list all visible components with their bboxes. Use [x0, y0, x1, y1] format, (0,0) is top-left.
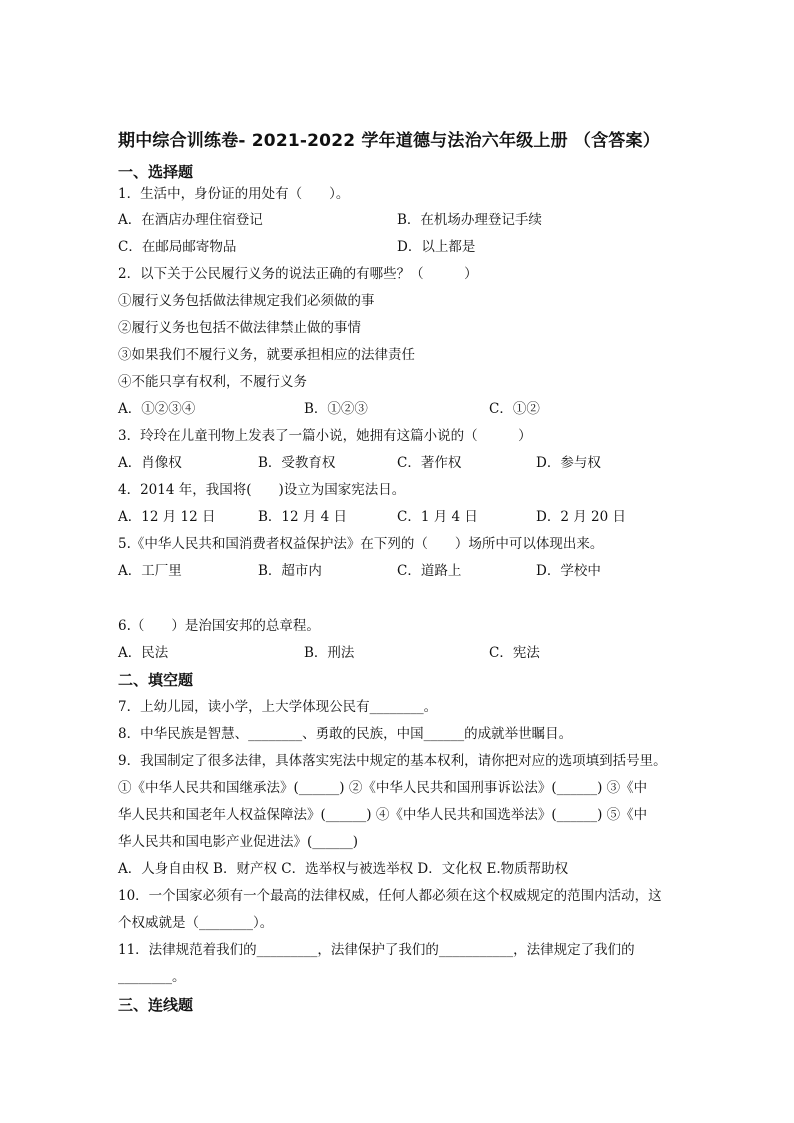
question-4-stem: 4．2014 年，我国将( )设立为国家宪法日。 [118, 482, 406, 498]
question-6-option-c: C．宪法 [489, 645, 540, 661]
question-9-options: A．人身自由权 B．财产权 C．选举权与被选举权 D．文化权 E.物质帮助权 [118, 861, 569, 877]
question-1-option-c: C．在邮局邮寄物品 [118, 239, 237, 255]
section-heading-choice: 一、选择题 [118, 163, 194, 181]
question-5-option-c: C．道路上 [397, 563, 462, 579]
question-3-stem: 3．玲玲在儿童刊物上发表了一篇小说，她拥有这篇小说的（ ） [118, 428, 532, 444]
question-4-option-b: B．12 月 4 日 [258, 509, 348, 525]
question-2-statement-1: ①履行义务包括做法律规定我们必须做的事 [118, 293, 375, 309]
question-2-option-a: A．①②③④ [118, 401, 196, 417]
question-2-statement-2: ②履行义务也包括不做法律禁止做的事情 [118, 320, 361, 336]
question-1-stem: 1．生活中，身份证的用处有（ ）。 [118, 186, 350, 202]
question-2-statement-3: ③如果我们不履行义务，就要承担相应的法律责任 [118, 347, 415, 363]
question-6-stem: 6.（ ）是治国安邦的总章程。 [118, 618, 320, 634]
question-1-option-d: D．以上都是 [397, 239, 476, 255]
question-4-option-c: C．1 月 4 日 [397, 509, 478, 525]
question-3-option-c: C．著作权 [397, 455, 462, 471]
question-2-option-c: C．①② [489, 401, 540, 417]
section-heading-matching: 三、连线题 [118, 996, 194, 1014]
page-title: 期中综合训练卷- 2021-2022 学年道德与法治六年级上册 （含答案） [118, 131, 660, 151]
question-3-option-b: B．受教育权 [258, 455, 336, 471]
question-5-option-d: D．学校中 [536, 563, 601, 579]
question-1-option-a: A．在酒店办理住宿登记 [118, 212, 263, 228]
question-3-option-a: A．肖像权 [118, 455, 182, 471]
question-5-option-b: B．超市内 [258, 563, 322, 579]
question-8: 8．中华民族是智慧、________、勇敢的民族，中国______的成就举世瞩目。 [118, 726, 573, 742]
question-9-line-2: ①《中华人民共和国继承法》(______) ②《中华人民共和国刑事诉讼法》(______) ③《中 [118, 780, 648, 796]
question-9-line-1: 9．我国制定了很多法律，具体落实宪法中规定的基本权利，请你把对应的选项填到括号里。 [118, 753, 667, 769]
question-2-statement-4: ④不能只享有权利，不履行义务 [118, 374, 307, 390]
question-1-option-b: B．在机场办理登记手续 [397, 212, 542, 228]
section-heading-fill-in: 二、填空题 [118, 671, 194, 689]
question-2-stem: 2．以下关于公民履行义务的说法正确的有哪些？（ ） [118, 266, 478, 282]
question-4-option-d: D．2 月 20 日 [536, 509, 626, 525]
question-4-option-a: A．12 月 12 日 [118, 509, 216, 525]
question-6-option-b: B．刑法 [304, 645, 355, 661]
question-2-option-b: B．①②③ [304, 401, 368, 417]
question-10-line-2: 个权威就是（________）。 [118, 915, 274, 931]
question-11-line-1: 11．法律规范着我们的_________，法律保护了我们的___________，法律规定了我们的 [118, 942, 635, 958]
question-9-line-3: 华人民共和国老年人权益保障法》(______) ④《中华人民共和国选举法》(______) ⑤《中 [118, 807, 648, 823]
question-9-line-4: 华人民共和国电影产业促进法》(______) [118, 834, 359, 850]
question-11-line-2: ________。 [118, 969, 186, 985]
question-6-option-a: A．民法 [118, 645, 169, 661]
question-3-option-d: D．参与权 [536, 455, 601, 471]
question-7: 7．上幼儿园，读小学，上大学体现公民有________。 [118, 699, 438, 715]
question-5-stem: 5.《中华人民共和国消费者权益保护法》在下列的（ ）场所中可以体现出来。 [118, 536, 604, 552]
question-5-option-a: A．工厂里 [118, 563, 182, 579]
question-10-line-1: 10．一个国家必须有一个最高的法律权威，任何人都必须在这个权威规定的范围内活动，这 [118, 888, 662, 904]
